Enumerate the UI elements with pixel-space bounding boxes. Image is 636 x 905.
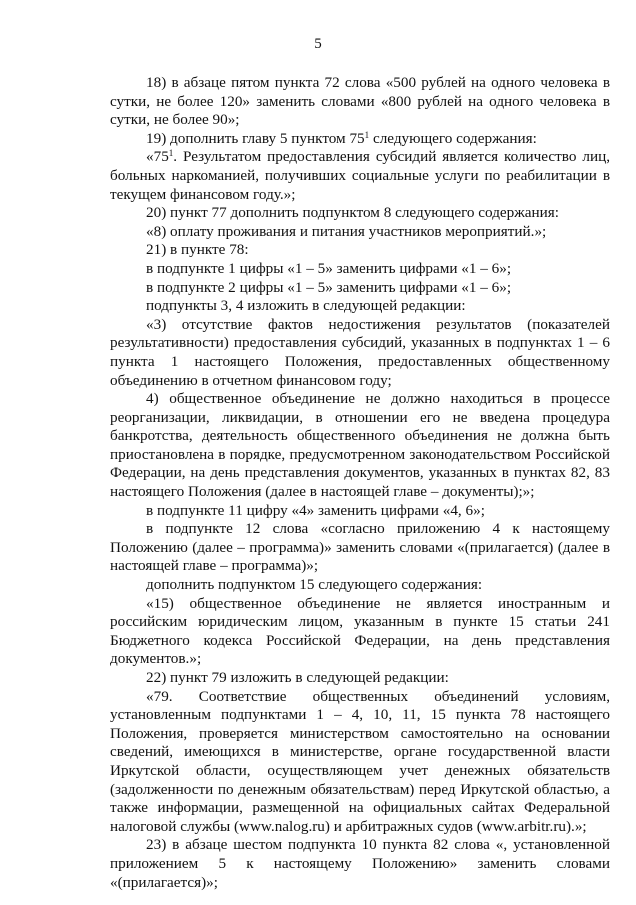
paragraph-subitem-4: 4) общественное объединение не должно находиться в процессе реорганизации, ликвидации, в отношении его не введена процедура банкротства, деятельность общественного объединения не должна быть приостановлена в порядке, предусмотренном законодательством Российской Федерации, на день представления документов, указанных в пунктах 82, 83 настоящего Положения (далее в настоящей главе – документы);»;	[110, 390, 610, 501]
paragraph-item-20: 20) пункт 77 дополнить подпунктом 8 следующего содержания:	[146, 204, 559, 222]
paragraph-subitem-1-change: в подпункте 1 цифры «1 – 5» заменить цифрами «1 – 6»;	[146, 259, 512, 277]
paragraph-item-19: 19) дополнить главу 5 пунктом $75^1$ следующего содержания:	[146, 129, 537, 147]
page-number: 5	[314, 36, 322, 52]
paragraph-subitem-8: «8) оплату проживания и питания участников мероприятий.»;	[146, 222, 547, 240]
paragraph-subitem-2-change: в подпункте 2 цифры «1 – 5» заменить цифрами «1 – 6»;	[146, 278, 512, 296]
paragraph-item-23: 23) в абзаце шестом подпункта 10 пункта 82 слова «, установленной приложением 5 к настоящему Положению» заменить словами «(прилагается)»;	[110, 836, 610, 891]
paragraph-item-22: 22) пункт 79 изложить в следующей редакции:	[146, 669, 449, 686]
paragraph-item-79-text: «79. Соответствие общественных объединений условиям, установленным подпунктами 1 – 4, 10, 11, 15 пункта 78 настоящего Положения, проверяется министерством самостоятельно на основании сведений, имеющихся в министерстве, органе государственной власти Иркутской области, осуществляющем учет денежных обязательств (задолженности по денежным обязательствам) перед Иркутской областью, а также информации, размещенной на официальных сайтах Федеральной налоговой службы (www.nalog.ru) и арбитражных судов (www.arbitr.ru).»;	[110, 687, 610, 835]
paragraph-subitem-15: «15) общественное объединение не является иностранным и российским юридическим лицом, указанным в пункте 15 статьи 241 Бюджетного кодекса Российской Федерации, на день представления документов.»;	[110, 594, 610, 668]
superscript-one: 1	[168, 148, 174, 159]
paragraph-item-21: 21) в пункте 78:	[146, 241, 249, 259]
superscript-one: 1	[364, 129, 370, 140]
paragraph-item-18: 18) в абзаце пятом пункта 72 слова «500 рублей на одного человека в сутки, не более 120» заменить словами «800 рублей на одного человека в сутки, не более 90»;	[110, 74, 610, 129]
document-body	[110, 74, 610, 892]
paragraph-subitems-3-4-intro: подпункты 3, 4 изложить в следующей редакции:	[146, 297, 466, 315]
paragraph-subitem-3: «3) отсутствие фактов недостижения результатов (показателей результативности) предоставления субсидий, указанных в подпунктах 1 – 6 пункта 1 настоящего Положения, предоставленных общественному объединению в отчетном финансовом году;	[110, 315, 610, 389]
paragraph-subitem-15-intro: дополнить подпунктом 15 следующего содержания:	[146, 576, 483, 594]
paragraph-subitem-12-change: в подпункте 12 слова «согласно приложению 4 к настоящему Положению (далее – программа)» заменить словами «(прилагается) (далее в настоящей главе – программа)»;	[110, 520, 610, 575]
paragraph-subitem-11-change: в подпункте 11 цифру «4» заменить цифрами «4, 6»;	[146, 501, 485, 519]
paragraph-item-75-1-text: «$75^1$. Результатом предоставления субсидий является количество лиц, больных наркоманией, получивших социальные услуги по реабилитации в текущем финансовом году.»;	[110, 148, 610, 203]
